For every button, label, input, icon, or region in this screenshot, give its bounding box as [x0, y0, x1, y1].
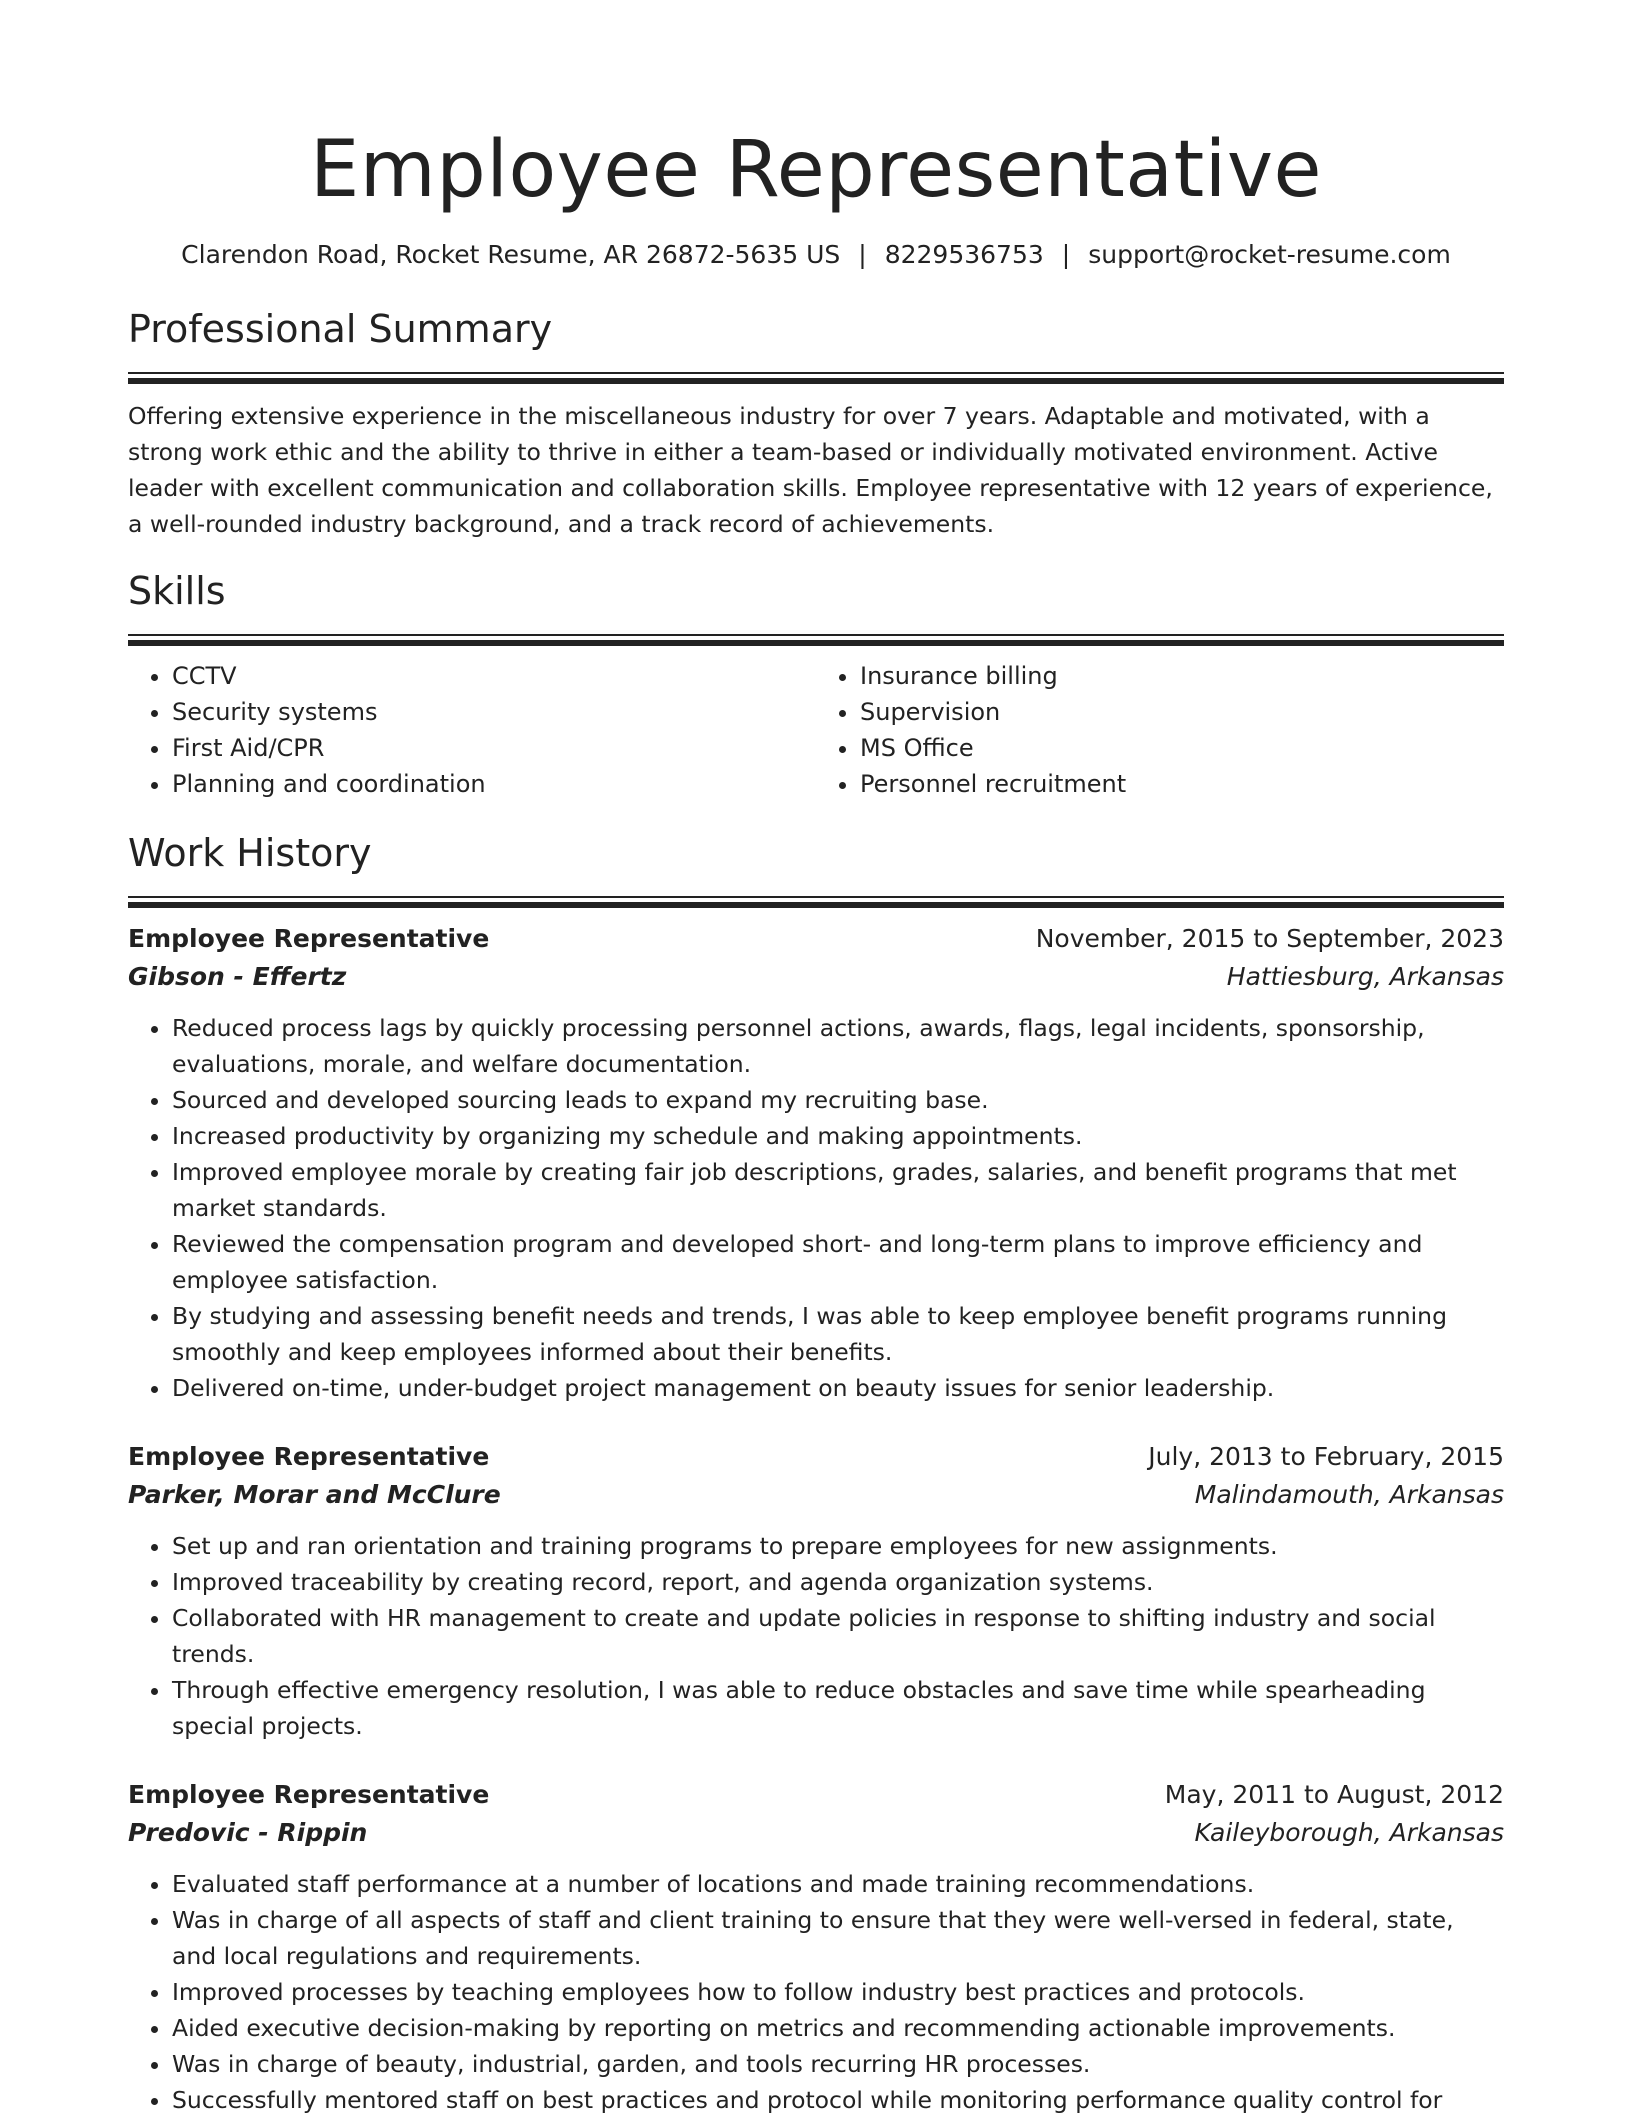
skills-list-left — [128, 658, 816, 802]
job-bullet: • By studying and assessing benefit needs and trends, I was able to keep employee benefit programs running smoothly and keep employees informed about their benefits. — [172, 1298, 1504, 1370]
job-bullet: • Delivered on-time, under-budget project management on beauty issues for senior leadership. — [172, 1370, 1504, 1406]
job-bullet: • Successfully mentored staff on best practices and protocol while monitoring performance quality control for — [172, 2082, 1504, 2118]
job-bullets — [128, 1528, 1504, 1744]
contact-address: Clarendon Road, Rocket Resume, AR 26872-5635 US — [181, 240, 841, 269]
job-title: Employee Representative — [128, 924, 490, 953]
work-history-title: Work History — [128, 831, 372, 875]
job-bullet: • Set up and ran orientation and training programs to prepare employees for new assignments. — [172, 1528, 1504, 1564]
skill-item: • Security systems — [172, 694, 816, 730]
job-bullet: • Improved processes by teaching employees how to follow industry best practices and protocols. — [172, 1974, 1504, 2010]
skills-section — [128, 566, 1504, 802]
skill-item: • Supervision — [860, 694, 1504, 730]
contact-line — [128, 238, 1504, 272]
summary-text: Offering extensive experience in the miscellaneous industry for over 7 years. Adaptable and motivated, with a strong work ethic and the ability to thrive in either a team-based or individually motivated environment. Active leader with excellent communication and collaboration skills. Employee representative with 12 years of experience, a well-rounded industry background, and a track record of achievements. — [128, 402, 1493, 538]
job-subheader — [128, 1476, 1504, 1514]
job-bullet: • Increased productivity by organizing my schedule and making appointments. — [172, 1118, 1504, 1154]
job-bullet: • Improved traceability by creating record, report, and agenda organization systems. — [172, 1564, 1504, 1600]
summary-section — [128, 304, 1504, 542]
job-location: Hattiesburg, Arkansas — [1226, 962, 1504, 991]
job-bullet: • Reduced process lags by quickly processing personnel actions, awards, flags, legal incidents, sponsorship, evaluations, morale, and welfare documentation. — [172, 1010, 1504, 1082]
candidate-name: Employee Representative — [310, 125, 1322, 215]
job-dates: July, 2013 to February, 2015 — [1148, 1442, 1504, 1471]
job-subheader — [128, 958, 1504, 996]
job-subheader — [128, 1814, 1504, 1852]
job-title: Employee Representative — [128, 1442, 490, 1471]
job-bullet: • Was in charge of beauty, industrial, garden, and tools recurring HR processes. — [172, 2046, 1504, 2082]
job-header — [128, 1776, 1504, 1814]
job-location: Kaileyborough, Arkansas — [1194, 1818, 1504, 1847]
contact-separator: | — [1061, 240, 1071, 269]
job-entry — [128, 1438, 1504, 1744]
job-bullet: • Improved employee morale by creating fair job descriptions, grades, salaries, and benefit programs that met market standards. — [172, 1154, 1504, 1226]
skills-columns — [128, 658, 1504, 802]
job-bullet: • Sourced and developed sourcing leads to expand my recruiting base. — [172, 1082, 1504, 1118]
section-divider — [128, 634, 1504, 646]
job-bullet: • Collaborated with HR management to create and update policies in response to shifting industry and social trends. — [172, 1600, 1504, 1672]
job-header — [128, 920, 1504, 958]
job-company: Predovic - Rippin — [128, 1818, 368, 1847]
job-company: Gibson - Effertz — [128, 962, 347, 991]
work-history-section — [128, 828, 1504, 2118]
job-bullets — [128, 1010, 1504, 1406]
skills-list-right — [816, 658, 1504, 802]
job-dates: November, 2015 to September, 2023 — [1035, 924, 1504, 953]
job-bullet: • Reviewed the compensation program and developed short- and long-term plans to improve efficiency and employee satisfaction. — [172, 1226, 1504, 1298]
contact-phone: 8229536753 — [884, 240, 1044, 269]
job-company: Parker, Morar and McClure — [128, 1480, 501, 1509]
contact-separator: | — [858, 240, 867, 269]
summary-title: Professional Summary — [128, 307, 553, 351]
skill-item: • First Aid/CPR — [172, 730, 816, 766]
job-bullets — [128, 1866, 1504, 2118]
job-dates: May, 2011 to August, 2012 — [1164, 1780, 1504, 1809]
skill-item: • Personnel recruitment — [860, 766, 1504, 802]
contact-email[interactable]: support@rocket-resume.com — [1088, 240, 1451, 269]
job-bullet: • Evaluated staff performance at a number of locations and made training recommendations. — [172, 1866, 1504, 1902]
skill-item: • MS Office — [860, 730, 1504, 766]
skill-item: • Insurance billing — [860, 658, 1504, 694]
job-bullet: • Through effective emergency resolution, I was able to reduce obstacles and save time while spearheading special projects. — [172, 1672, 1504, 1744]
job-bullet: • Aided executive decision-making by reporting on metrics and recommending actionable improvements. — [172, 2010, 1504, 2046]
skill-item: • Planning and coordination — [172, 766, 816, 802]
job-bullet: • Was in charge of all aspects of staff and client training to ensure that they were well-versed in federal, state, and local regulations and requirements. — [172, 1902, 1504, 1974]
section-divider — [128, 896, 1504, 908]
job-entry — [128, 920, 1504, 1406]
section-divider — [128, 372, 1504, 384]
skill-item: • CCTV — [172, 658, 816, 694]
job-entry — [128, 1776, 1504, 2118]
skills-title: Skills — [128, 569, 226, 613]
job-location: Malindamouth, Arkansas — [1194, 1480, 1504, 1509]
job-header — [128, 1438, 1504, 1476]
job-title: Employee Representative — [128, 1780, 490, 1809]
